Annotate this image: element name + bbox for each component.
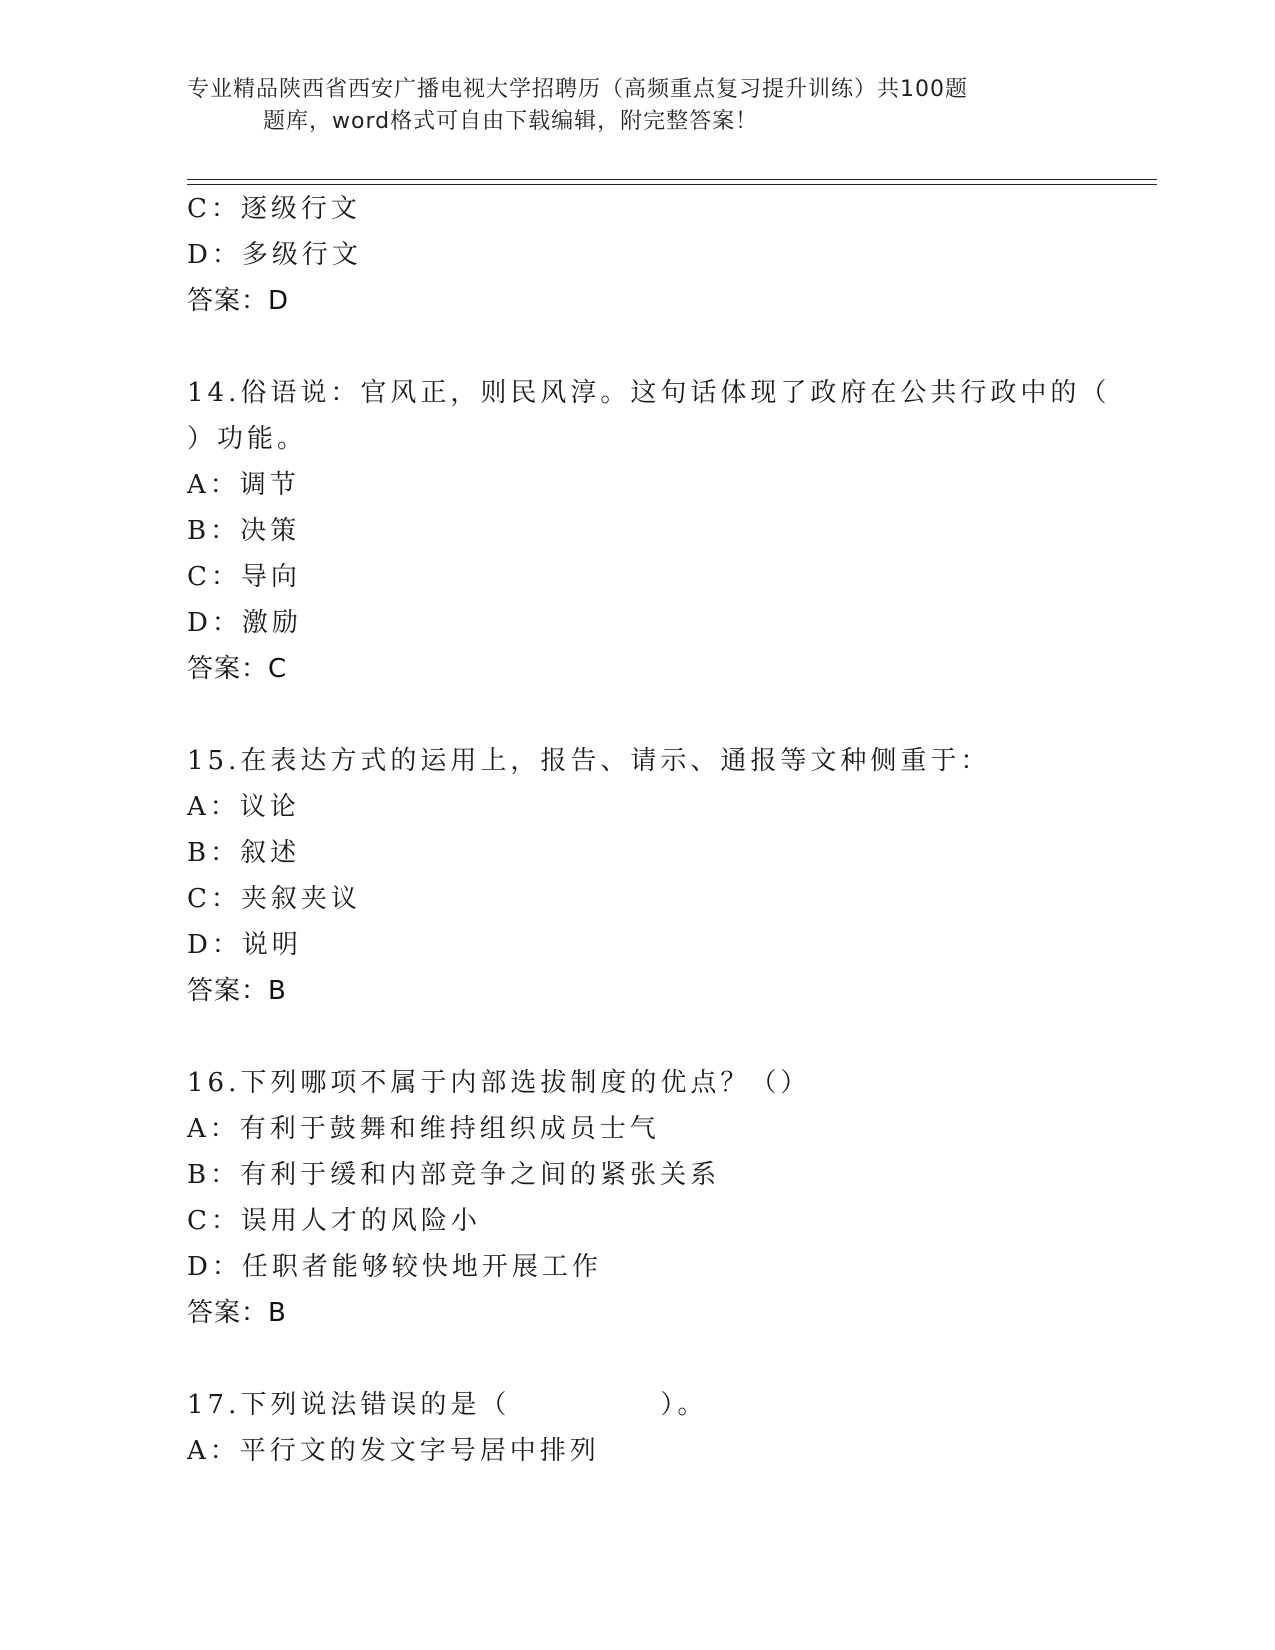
question-stem: 17.下列说法错误的是（ ）。 — [187, 1390, 708, 1420]
question-stem-line1: 14.俗语说：官风正，则民风淳。这句话体现了政府在公共行政中的（ — [187, 378, 1111, 408]
answer: 答案：B — [187, 1298, 287, 1328]
option-a: A：调节 — [187, 470, 300, 500]
document-header — [187, 74, 1057, 138]
question-stem-line2: ）功能。 — [187, 424, 308, 454]
answer: 答案：D — [187, 286, 290, 316]
header-title-line1: 专业精品陕西省西安广播电视大学招聘历（高频重点复习提升训练）共100题 — [187, 77, 968, 102]
question-16 — [187, 1060, 1147, 1336]
question-list — [187, 186, 1147, 1474]
option-b: B：叙述 — [187, 838, 301, 868]
option-d: D：说明 — [187, 930, 302, 960]
question-stem: 16.下列哪项不属于内部选拔制度的优点？（） — [187, 1068, 811, 1098]
spacer — [187, 1336, 1147, 1382]
spacer — [187, 1014, 1147, 1060]
question-17 — [187, 1382, 1147, 1474]
option-b: B：决策 — [187, 516, 301, 546]
spacer — [187, 324, 1147, 370]
spacer — [187, 692, 1147, 738]
option-c: C：导向 — [187, 562, 301, 592]
option-c: C：夹叙夹议 — [187, 884, 361, 914]
option-b: B：有利于缓和内部竞争之间的紧张关系 — [187, 1160, 721, 1190]
option-c: C：误用人才的风险小 — [187, 1206, 481, 1236]
header-divider-bottom — [187, 184, 1157, 185]
question-14 — [187, 370, 1147, 692]
question-13 — [187, 186, 1147, 324]
option-a: A：有利于鼓舞和维持组织成员士气 — [187, 1114, 660, 1144]
option-d: D：任职者能够较快地开展工作 — [187, 1252, 602, 1282]
question-stem: 15.在表达方式的运用上，报告、请示、通报等文种侧重于： — [187, 746, 991, 776]
option-d: D：多级行文 — [187, 240, 362, 270]
option-a: A：平行文的发文字号居中排列 — [187, 1436, 600, 1466]
option-d: D：激励 — [187, 608, 302, 638]
option-a: A：议论 — [187, 792, 300, 822]
header-title-line2: 题库，word格式可自由下载编辑，附完整答案！ — [263, 109, 759, 134]
answer: 答案：B — [187, 976, 287, 1006]
answer: 答案：C — [187, 654, 288, 684]
question-15 — [187, 738, 1147, 1014]
option-c: C：逐级行文 — [187, 194, 361, 224]
header-divider-top — [187, 179, 1157, 180]
